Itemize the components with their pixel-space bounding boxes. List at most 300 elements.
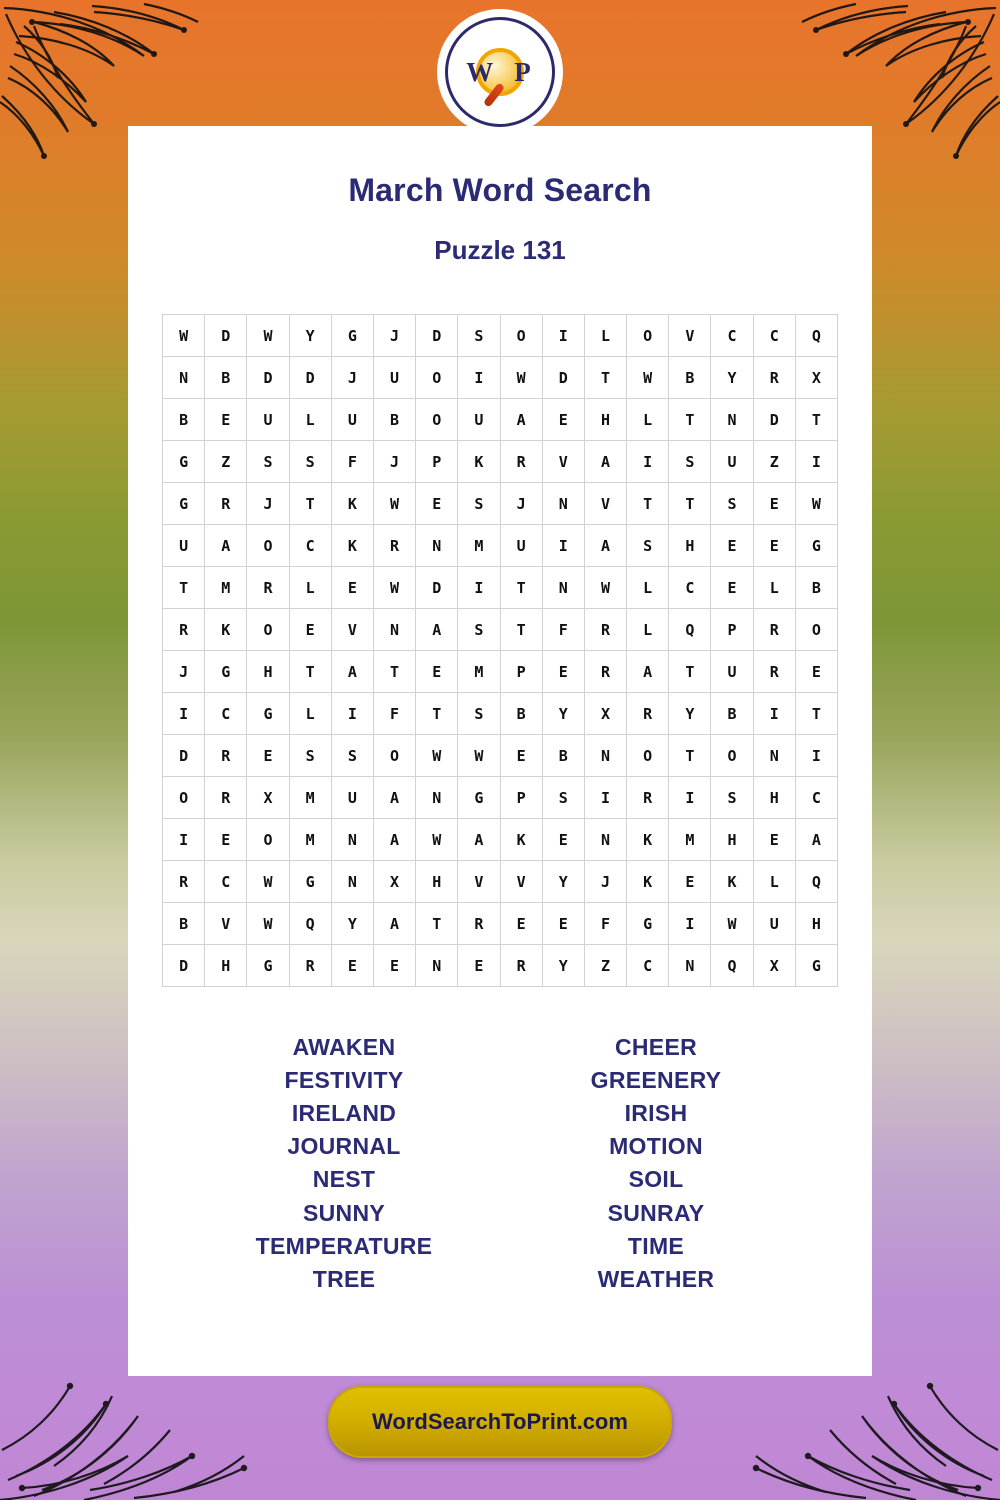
grid-cell[interactable]: O (711, 735, 753, 777)
grid-cell[interactable]: N (373, 609, 415, 651)
grid-cell[interactable]: T (669, 735, 711, 777)
grid-cell[interactable]: C (289, 525, 331, 567)
grid-cell[interactable]: K (627, 861, 669, 903)
grid-cell[interactable]: T (416, 693, 458, 735)
grid-cell[interactable]: O (627, 735, 669, 777)
grid-cell[interactable]: S (542, 777, 584, 819)
grid-cell[interactable]: E (542, 903, 584, 945)
grid-cell[interactable]: D (416, 315, 458, 357)
grid-cell[interactable]: Q (795, 315, 837, 357)
grid-cell[interactable]: L (753, 861, 795, 903)
grid-cell[interactable]: W (163, 315, 205, 357)
grid-cell[interactable]: W (500, 357, 542, 399)
grid-cell[interactable]: Y (331, 903, 373, 945)
grid-cell[interactable]: G (795, 525, 837, 567)
grid-cell[interactable]: S (458, 315, 500, 357)
grid-cell[interactable]: D (416, 567, 458, 609)
word-list-column-left (188, 1031, 500, 1296)
grid-cell[interactable]: K (500, 819, 542, 861)
grid-cell[interactable]: U (753, 903, 795, 945)
grid-cell[interactable]: E (416, 483, 458, 525)
grid-cell[interactable]: J (500, 483, 542, 525)
grid-cell[interactable]: G (289, 861, 331, 903)
grid-cell[interactable]: A (458, 819, 500, 861)
grid-cell[interactable]: A (373, 819, 415, 861)
grid-cell[interactable]: N (584, 735, 626, 777)
grid-cell[interactable]: U (711, 441, 753, 483)
grid-cell[interactable]: L (753, 567, 795, 609)
grid-cell[interactable]: I (163, 819, 205, 861)
grid-cell[interactable]: J (331, 357, 373, 399)
grid-cell[interactable]: G (247, 945, 289, 987)
grid-cell[interactable]: V (542, 441, 584, 483)
grid-cell[interactable]: U (500, 525, 542, 567)
grid-cell[interactable]: I (542, 525, 584, 567)
grid-cell[interactable]: X (247, 777, 289, 819)
word-list-item: TREE (312, 1265, 376, 1292)
grid-cell[interactable]: X (373, 861, 415, 903)
corner-flourish-icon (746, 1360, 1000, 1500)
grid-cell[interactable]: D (205, 315, 247, 357)
grid-cell[interactable]: C (627, 945, 669, 987)
grid-cell[interactable]: S (458, 609, 500, 651)
word-list-item: SUNRAY (607, 1199, 705, 1226)
grid-cell[interactable]: G (247, 693, 289, 735)
grid-cell[interactable]: E (753, 483, 795, 525)
word-list-item: SOIL (628, 1166, 684, 1193)
grid-cell[interactable]: B (373, 399, 415, 441)
grid-cell[interactable]: E (205, 399, 247, 441)
grid-cell[interactable]: C (205, 693, 247, 735)
grid-cell[interactable]: K (331, 525, 373, 567)
word-list-item: GREENERY (590, 1067, 722, 1094)
grid-cell[interactable]: U (247, 399, 289, 441)
word-list (128, 1031, 872, 1296)
grid-cell[interactable]: B (500, 693, 542, 735)
grid-cell[interactable]: L (627, 567, 669, 609)
grid-cell[interactable]: R (500, 945, 542, 987)
website-button[interactable] (328, 1386, 672, 1458)
grid-cell[interactable]: V (584, 483, 626, 525)
grid-cell[interactable]: O (416, 357, 458, 399)
grid-cell[interactable]: T (795, 399, 837, 441)
grid-cell[interactable]: B (542, 735, 584, 777)
grid-cell[interactable]: J (163, 651, 205, 693)
grid-cell[interactable]: A (205, 525, 247, 567)
grid-row (163, 357, 838, 399)
grid-cell[interactable]: Y (289, 315, 331, 357)
grid-cell[interactable]: M (669, 819, 711, 861)
grid-cell[interactable]: N (542, 483, 584, 525)
grid-cell[interactable]: N (416, 525, 458, 567)
grid-cell[interactable]: H (711, 819, 753, 861)
grid-cell[interactable]: E (500, 903, 542, 945)
grid-cell[interactable]: H (669, 525, 711, 567)
grid-cell[interactable]: R (247, 567, 289, 609)
grid-cell[interactable]: B (163, 903, 205, 945)
grid-cell[interactable]: R (373, 525, 415, 567)
grid-cell[interactable]: S (669, 441, 711, 483)
grid-cell[interactable]: U (373, 357, 415, 399)
grid-cell[interactable]: T (669, 483, 711, 525)
grid-cell[interactable]: E (289, 609, 331, 651)
grid-cell[interactable]: K (711, 861, 753, 903)
grid-cell[interactable]: B (163, 399, 205, 441)
grid-cell[interactable]: O (416, 399, 458, 441)
grid-cell[interactable]: U (458, 399, 500, 441)
grid-cell[interactable]: R (500, 441, 542, 483)
word-list-item: IRISH (624, 1100, 688, 1127)
grid-cell[interactable]: E (205, 819, 247, 861)
grid-cell[interactable]: R (627, 693, 669, 735)
grid-cell[interactable]: O (627, 315, 669, 357)
grid-cell[interactable]: J (584, 861, 626, 903)
grid-cell[interactable]: W (373, 567, 415, 609)
grid-row (163, 483, 838, 525)
grid-cell[interactable]: R (205, 777, 247, 819)
word-list-item: NEST (312, 1166, 376, 1193)
grid-cell[interactable]: T (669, 651, 711, 693)
grid-cell[interactable]: D (163, 735, 205, 777)
grid-cell[interactable]: X (795, 357, 837, 399)
grid-cell[interactable]: L (289, 693, 331, 735)
grid-cell[interactable]: W (627, 357, 669, 399)
grid-cell[interactable]: S (627, 525, 669, 567)
logo-letter-left: W (466, 56, 497, 87)
grid-cell[interactable]: K (627, 819, 669, 861)
grid-cell[interactable]: W (247, 861, 289, 903)
grid-cell[interactable]: N (416, 945, 458, 987)
grid-cell[interactable]: Z (584, 945, 626, 987)
grid-cell[interactable]: E (500, 735, 542, 777)
grid-cell[interactable]: M (458, 525, 500, 567)
grid-cell[interactable]: N (163, 357, 205, 399)
grid-cell[interactable]: T (500, 567, 542, 609)
logo-letter-mid (496, 57, 514, 87)
grid-cell[interactable]: A (416, 609, 458, 651)
grid-cell[interactable]: B (711, 693, 753, 735)
grid-cell[interactable]: N (669, 945, 711, 987)
grid-cell[interactable]: E (795, 651, 837, 693)
grid-cell[interactable]: R (584, 609, 626, 651)
grid-cell[interactable]: A (500, 399, 542, 441)
grid-cell[interactable]: R (753, 609, 795, 651)
grid-cell[interactable]: E (416, 651, 458, 693)
grid-cell[interactable]: T (584, 357, 626, 399)
grid-cell[interactable]: V (500, 861, 542, 903)
grid-cell[interactable]: S (458, 483, 500, 525)
grid-cell[interactable]: K (458, 441, 500, 483)
grid-cell[interactable]: R (627, 777, 669, 819)
grid-cell[interactable]: S (331, 735, 373, 777)
grid-cell[interactable]: J (373, 315, 415, 357)
word-list-item: SUNNY (302, 1199, 385, 1226)
grid-cell[interactable]: R (458, 903, 500, 945)
grid-cell[interactable]: M (289, 819, 331, 861)
grid-cell[interactable]: E (458, 945, 500, 987)
grid-cell[interactable]: J (247, 483, 289, 525)
grid-cell[interactable]: U (163, 525, 205, 567)
grid-cell[interactable]: I (458, 567, 500, 609)
grid-cell[interactable]: K (331, 483, 373, 525)
logo-letters (466, 57, 534, 88)
grid-row (163, 945, 838, 987)
grid-cell[interactable]: Y (542, 693, 584, 735)
grid-row (163, 651, 838, 693)
grid-cell[interactable]: Z (205, 441, 247, 483)
corner-flourish-icon (0, 1360, 254, 1500)
grid-cell[interactable]: S (247, 441, 289, 483)
grid-cell[interactable]: O (163, 777, 205, 819)
grid-cell[interactable]: I (584, 777, 626, 819)
grid-cell[interactable]: F (542, 609, 584, 651)
grid-cell[interactable]: R (163, 609, 205, 651)
grid-cell[interactable]: D (247, 357, 289, 399)
word-list-item: TEMPERATURE (255, 1232, 433, 1259)
grid-cell[interactable]: H (584, 399, 626, 441)
grid-cell[interactable]: L (289, 399, 331, 441)
grid-cell[interactable]: N (416, 777, 458, 819)
grid-cell[interactable]: R (205, 483, 247, 525)
grid-cell[interactable]: T (289, 483, 331, 525)
grid-row (163, 567, 838, 609)
grid-cell[interactable]: T (500, 609, 542, 651)
grid-cell[interactable]: I (795, 441, 837, 483)
grid-cell[interactable]: I (795, 735, 837, 777)
grid-cell[interactable]: G (163, 483, 205, 525)
grid-cell[interactable]: G (205, 651, 247, 693)
grid-cell[interactable]: E (753, 525, 795, 567)
grid-cell[interactable]: S (711, 483, 753, 525)
grid-cell[interactable]: A (373, 777, 415, 819)
grid-cell[interactable]: O (247, 609, 289, 651)
grid-cell[interactable]: T (416, 903, 458, 945)
grid-cell[interactable]: R (753, 651, 795, 693)
grid-cell[interactable]: A (373, 903, 415, 945)
grid-cell[interactable]: R (205, 735, 247, 777)
grid-cell[interactable]: I (753, 693, 795, 735)
grid-cell[interactable]: R (753, 357, 795, 399)
grid-cell[interactable]: L (627, 399, 669, 441)
grid-cell[interactable]: N (584, 819, 626, 861)
grid-cell[interactable]: G (458, 777, 500, 819)
grid-cell[interactable]: O (795, 609, 837, 651)
grid-cell[interactable]: U (331, 777, 373, 819)
grid-cell[interactable]: E (331, 945, 373, 987)
grid-cell[interactable]: Y (542, 945, 584, 987)
grid-cell[interactable]: H (753, 777, 795, 819)
grid-cell[interactable]: L (584, 315, 626, 357)
grid-cell[interactable]: J (373, 441, 415, 483)
grid-cell[interactable]: V (669, 315, 711, 357)
grid-cell[interactable]: D (542, 357, 584, 399)
grid-cell[interactable]: E (669, 861, 711, 903)
grid-cell[interactable]: W (458, 735, 500, 777)
grid-cell[interactable]: H (795, 903, 837, 945)
grid-cell[interactable]: G (795, 945, 837, 987)
grid-cell[interactable]: E (753, 819, 795, 861)
grid-cell[interactable]: C (795, 777, 837, 819)
grid-cell[interactable]: F (331, 441, 373, 483)
grid-cell[interactable]: C (711, 315, 753, 357)
word-list-item: CHEER (614, 1034, 697, 1060)
grid-cell[interactable]: R (584, 651, 626, 693)
site-logo (440, 12, 560, 132)
logo-letter-right: P (514, 56, 534, 87)
grid-cell[interactable]: N (331, 861, 373, 903)
grid-cell[interactable]: H (247, 651, 289, 693)
grid-row (163, 609, 838, 651)
grid-cell[interactable]: H (416, 861, 458, 903)
grid-cell[interactable]: T (289, 651, 331, 693)
word-list-item: MOTION (609, 1133, 703, 1160)
grid-cell[interactable]: A (795, 819, 837, 861)
grid-cell[interactable]: S (289, 441, 331, 483)
grid-row (163, 315, 838, 357)
grid-cell[interactable]: N (331, 819, 373, 861)
grid-cell[interactable]: E (542, 651, 584, 693)
grid-cell[interactable]: M (205, 567, 247, 609)
puzzle-sheet (128, 126, 872, 1376)
grid-cell[interactable]: E (711, 567, 753, 609)
grid-row (163, 777, 838, 819)
grid-row (163, 441, 838, 483)
grid-cell[interactable]: C (205, 861, 247, 903)
grid-cell[interactable]: L (289, 567, 331, 609)
grid-cell[interactable]: W (416, 819, 458, 861)
grid-cell[interactable]: O (500, 315, 542, 357)
grid-cell[interactable]: W (247, 315, 289, 357)
grid-cell[interactable]: N (753, 735, 795, 777)
grid-row (163, 735, 838, 777)
word-search-grid-wrapper (162, 314, 838, 987)
grid-cell[interactable]: W (795, 483, 837, 525)
grid-cell[interactable]: Y (711, 357, 753, 399)
grid-cell[interactable]: P (500, 777, 542, 819)
grid-cell[interactable]: B (795, 567, 837, 609)
grid-cell[interactable]: U (711, 651, 753, 693)
word-search-grid[interactable] (162, 314, 838, 987)
grid-cell[interactable]: W (247, 903, 289, 945)
grid-cell[interactable]: P (500, 651, 542, 693)
grid-cell[interactable]: F (584, 903, 626, 945)
grid-cell[interactable]: B (669, 357, 711, 399)
grid-cell[interactable]: T (373, 651, 415, 693)
grid-cell[interactable]: N (542, 567, 584, 609)
grid-cell[interactable]: G (627, 903, 669, 945)
grid-cell[interactable]: X (753, 945, 795, 987)
grid-cell[interactable]: W (373, 483, 415, 525)
grid-cell[interactable]: A (584, 441, 626, 483)
grid-cell[interactable]: B (205, 357, 247, 399)
grid-cell[interactable]: I (669, 777, 711, 819)
grid-cell[interactable]: S (458, 693, 500, 735)
grid-cell[interactable]: V (205, 903, 247, 945)
grid-cell[interactable]: P (416, 441, 458, 483)
grid-cell[interactable]: K (205, 609, 247, 651)
grid-cell[interactable]: C (753, 315, 795, 357)
grid-cell[interactable]: S (289, 735, 331, 777)
grid-cell[interactable]: X (584, 693, 626, 735)
grid-cell[interactable]: T (669, 399, 711, 441)
grid-cell[interactable]: M (458, 651, 500, 693)
grid-cell[interactable]: R (289, 945, 331, 987)
grid-cell[interactable]: Y (669, 693, 711, 735)
grid-cell[interactable]: C (669, 567, 711, 609)
grid-cell[interactable]: I (627, 441, 669, 483)
grid-cell[interactable]: V (331, 609, 373, 651)
grid-cell[interactable]: Q (795, 861, 837, 903)
grid-cell[interactable]: E (542, 399, 584, 441)
grid-cell[interactable]: N (711, 399, 753, 441)
word-list-item: FESTIVITY (284, 1067, 404, 1094)
grid-cell[interactable]: U (331, 399, 373, 441)
grid-cell[interactable]: I (669, 903, 711, 945)
page-title: March Word Search (348, 172, 652, 208)
grid-cell[interactable]: Z (753, 441, 795, 483)
grid-cell[interactable]: I (331, 693, 373, 735)
grid-cell[interactable]: V (458, 861, 500, 903)
word-list-item: TIME (627, 1232, 685, 1259)
grid-cell[interactable]: E (373, 945, 415, 987)
grid-cell[interactable]: D (289, 357, 331, 399)
grid-cell[interactable]: O (247, 819, 289, 861)
grid-cell[interactable]: I (163, 693, 205, 735)
grid-cell[interactable]: M (289, 777, 331, 819)
grid-cell[interactable]: O (373, 735, 415, 777)
word-list-item: IRELAND (291, 1100, 397, 1127)
grid-cell[interactable]: T (163, 567, 205, 609)
grid-row (163, 903, 838, 945)
grid-cell[interactable]: O (247, 525, 289, 567)
grid-cell[interactable]: Q (711, 945, 753, 987)
grid-cell[interactable]: A (331, 651, 373, 693)
grid-cell[interactable]: G (163, 441, 205, 483)
grid-cell[interactable]: A (627, 651, 669, 693)
word-list-item: WEATHER (597, 1265, 715, 1292)
grid-cell[interactable]: I (542, 315, 584, 357)
grid-cell[interactable]: W (584, 567, 626, 609)
grid-cell[interactable]: L (627, 609, 669, 651)
grid-cell[interactable]: E (711, 525, 753, 567)
grid-cell[interactable]: R (163, 861, 205, 903)
grid-cell[interactable]: E (542, 819, 584, 861)
grid-row (163, 861, 838, 903)
grid-cell[interactable]: W (711, 903, 753, 945)
grid-cell[interactable]: E (331, 567, 373, 609)
grid-cell[interactable]: Y (542, 861, 584, 903)
grid-cell[interactable]: E (247, 735, 289, 777)
website-button-label: WordSearchToPrint.com (372, 1409, 628, 1434)
grid-cell[interactable]: D (163, 945, 205, 987)
grid-cell[interactable]: D (753, 399, 795, 441)
grid-cell[interactable]: A (584, 525, 626, 567)
grid-cell[interactable]: T (627, 483, 669, 525)
grid-row (163, 525, 838, 567)
grid-cell[interactable]: T (795, 693, 837, 735)
grid-cell[interactable]: P (711, 609, 753, 651)
grid-cell[interactable]: Q (289, 903, 331, 945)
grid-cell[interactable]: I (458, 357, 500, 399)
grid-cell[interactable]: S (711, 777, 753, 819)
grid-cell[interactable]: W (416, 735, 458, 777)
grid-cell[interactable]: G (331, 315, 373, 357)
word-list-item: JOURNAL (287, 1133, 401, 1160)
grid-cell[interactable]: H (205, 945, 247, 987)
grid-cell[interactable]: Q (669, 609, 711, 651)
grid-cell[interactable]: F (373, 693, 415, 735)
grid-row (163, 693, 838, 735)
